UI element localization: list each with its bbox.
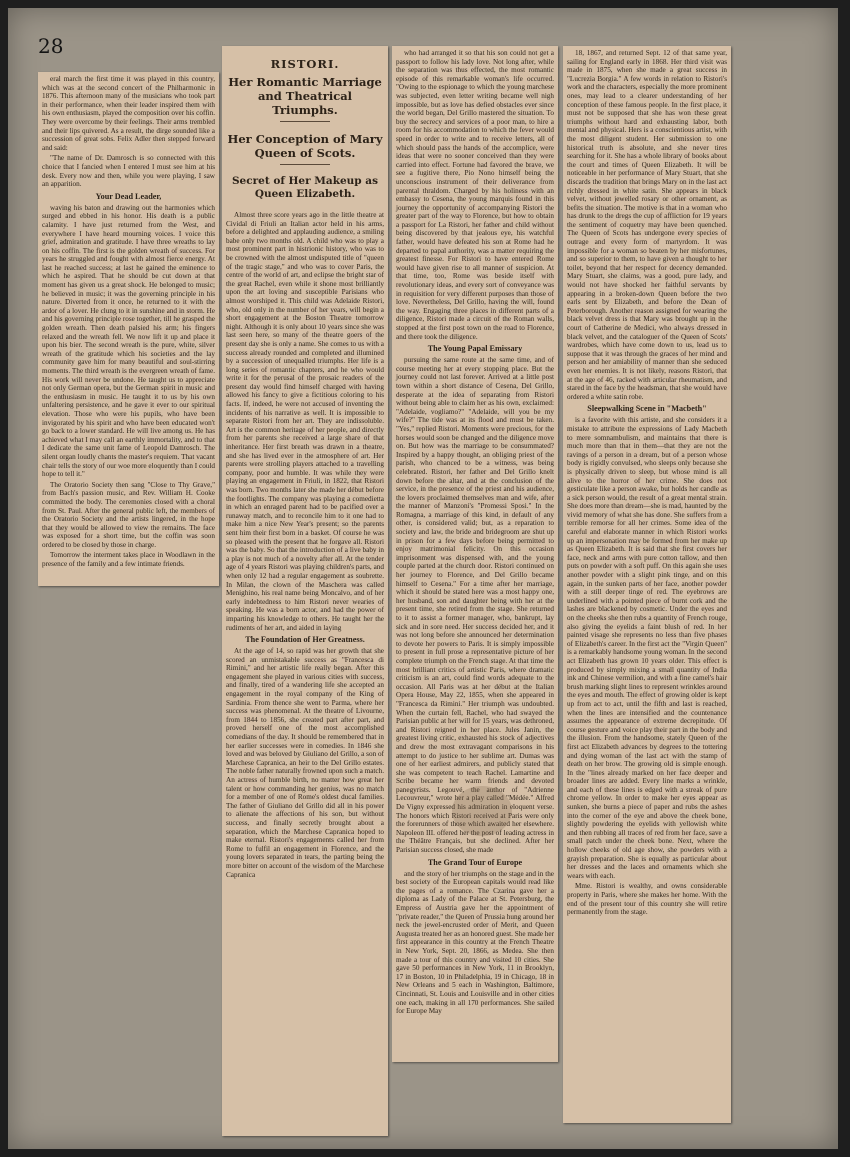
article-subhead: Sleepwalking Scene in "Macbeth" (587, 404, 707, 414)
article-paragraph: Almost three score years ago in the little theatre at Cividal di Friuli an Italian actor held in his arms, before a delighted and applauding audience, a smiling babe only two months old. A child who was to play a most prominent part in histrionic history, who was to be crowned with the almost undisputed title of "queen of the tragic stage," and who was to cover Paris, the centre of the world of art, and eclipse the bright star of the great Rachel, even while it shone most brilliantly upon the art loving and susceptible Parisians who almost worshiped it. This child was Adelaide Ristori, who, old only in the number of her years, will begin a short engagement at the Boston Theatre tomorrow night. Although it is only about 10 years since she was last seen here, so many of the theatre goers of the present day she is only a name. She comes to us with a success already rounded and completed and illumined by a succession of unequalled triumphs. Her life is a long series of romantic chapters, and he who would write it for the perusal of the prosaic readers of the present day would find himself charged with having allowed his fancy to give a fictitious coloring to his facts. If, indeed, he were not accused of inventing the incidents of his narrative as well. It is impossible to separate Ristori from her art. They are indissoluble. Art is the common heritage of her people, and directly from her parents she received a large share of that inheritance. Her first breath was drawn in a theatre, and she has lived ever in the atmosphere of art. Her parents were strolling players attached to a travelling company, poor and humble. It was while they were playing an engagement in Friuli, in 1822, that Ristori was born. Two months later she made her début before the footlights. The company was playing a comedietta in which an enraged parent had to be pacified over a runaway match, and to reconcile him to it one had to make him a nice New Year's present; so the parents sent him their first born in a basket. Of course he was so pleased with the present that he forgave all. Ristori was the baby. So that the introduction of a live baby in a play is not much of a novelty after all. At the tender age of 4 years Ristori was playing children's parts, and when only 12 had a regular engagement as soubrette. In Milan, the clown of the Maschera was called Menighino, his real name being Moncalvo, and of her early indebtedness to him Ristori never wearies of speaking. He was a born actor, and had the power of imparting his knowledge to others. He taught her the rudiments of her art, and aided in laying (226, 211, 384, 632)
headline-deck: Secret of Her Makeup as Queen Elizabeth. (231, 175, 379, 200)
article-paragraph: waving his baton and drawing out the harmonies which surged and ebbed in his honor. His death is a public calamity. I have just returned from the West, and everywhere I have heard mourning voices. I voice this grief, admiration and gratitude. I have three wreaths to lay on his coffin. The first is the golden wreath of success. For years he struggled and fought with almost fierce energy. At last he reached success; at last he gained the eminence to which he aspired. That he should be cut down at that moment has given us a great shock. He belonged to music; he believed in music; it was the governing principle in his nature. Diverted from it once, he returned to it with the ardor of a lover. He clung to it in sunshine and in storm. He and his governing principle rose together, till he grasped the golden wreath. Then death palsied his arm; his fingers relaxed and the wreath fell. We now lift it up and place it upon his bier. The second wreath is the pure, white, silver wreath of the gratitude which his societies and the lay community gave him for many beautiful and soul-stirring moments. The third wreath is the evergreen wreath of fame. His work will never be undone. He taught us to appreciate not only German opera, but the German spirit in music and the enthusiasm in music. He taught it to us by his own unfaltering persistence, and he gave it ever to our spiritual elevation. Those who were his pupils, who have been invigorated by his spirit and who have been educated won't go back to a lower standard. He will live among us. He has achieved what I may call an earthly immortality, and to that I dedicate the same unit fame of Leopold Damrosch. The silent organ loudly chants the master's requiem. That vacant chair tells the story of our woe more eloquently than I could hope to tell it." (42, 203, 215, 479)
article-paragraph: pursuing the same route at the same time, and of course meeting her at every stopping place. But the journey could not last forever. Arrived at a little post town within a short distance of Cesena, Del Grillo, desperate at the idea of separating from Ristori without being able to claim her as his own, exclaimed: "Adelaide, vogliamo?" "Adelaide, will you be my wife?" The tide was at its flood and must be taken. "Yes," replied Ristori. Moments were precious, for the horses would soon be changed and the diligence move on. But how was the marriage to be consummated? Inspired by a happy thought, an obliging priest of the parish, who chanced to be a witness, was being celebrated. Ristori, her father and Del Grillo knelt down before the altar, and at the conclusion of the service, in the presence of the priest and his audience, the lovers proclaimed themselves man and wife, after the manner of Manzoni's "Promessi Sposi." In the Romagna, a marriage of this kind, in default of any other, is considered valid; but, as a reparation to society and law, the bride and bridegroom are shut up in prison for a few days before being permitted to enjoy matrimonial felicity. On this occasion imprisonment was dispensed with, and the young couple parted at the church door. Ristori continued on her journey to Florence, and Del Grillo became himself to Cesena." For a time after her marriage, which it should be stated here was a most happy one, her husband, son and daughter being with her at the present time, she retired from the stage. She returned to it to assist a former manager, who, bankrupt, lay sick and in sore need. Her success decided her, and it was not long before she announced her determination to devote her powers to Paris. It is simply impossible to present in full prose a representative picture of her complete triumph on the French stage. At that time the most brilliant critics of artistic Paris, where dramatic criticism is an art, could find words adequate to the occasion. All Paris was at her début at the Italian Opera House, May 22, 1855, when she appeared in "Francesca da Rimini." Her triumph was undoubted. When the curtain fell, Rachel, who had swayed the Parisian public at her will for 15 years, was dethroned, and Ristori reigned in her place. Jules Janin, the greatest living critic, exhausted his stock of adjectives and drew the most extravagant comparisons in his attempt to do justice to her sublime art. Dumas was one of her earliest admirers, and publicly stated that she was competent to teach Rachel. Lamartine and Scribe became her warm friends and devoted panegyrists. Legouvé, the author of "Adrienne Lecouvreur," wrote her a play called "Médée." Alfred De Vigny expressed his admiration in eloquent verse. The honors which Ristori received at Paris were only the forerunners of those which awaited her elsewhere. Napoleon III. offered her the post of leading actress in the Théâtre Français, but she declined. After her Parisian success closed, she made (396, 356, 554, 855)
clipping-ristori-col1 (222, 46, 388, 1136)
divider (280, 164, 330, 165)
divider (280, 121, 330, 122)
article-subhead: The Foundation of Her Greatness. (245, 635, 365, 645)
paper-stain (452, 786, 512, 836)
clipping-ristori-col3 (563, 46, 731, 1123)
article-paragraph: "The name of Dr. Damrosch is so connected with this choice that I fancied when I entered I must see him at his desk. Every now and then, while you were playing, I saw an apparition. (42, 154, 215, 189)
scrapbook-page (8, 8, 838, 1149)
article-paragraph: Tomorrow the interment takes place in Woodlawn in the presence of the family and a few intimate friends. (42, 551, 215, 569)
article-paragraph: and the story of her triumphs on the stage and in the best society of the European capitals would read like the pages of a romance. The Czarina gave her a diploma as Lady of the Palace at St. Petersburg, the Empress of Austria gave her the appointment of "private reader," the Queen of Prussia hung around her neck the jewel-encrusted order of Merit, and Queen Augusta treated her as an honored guest. She made her first appearance in this country at the French Theatre in New York, Sept. 20, 1866, as Medea. She then made a tour of this country and visited 10 cities. She gave 50 performances in New York, 11 in Brooklyn, 17 in Boston, 10 in Philadelphia, 19 in Chicago, 18 in New Orleans and 5 each in Washington, Baltimore, Cincinnati, St. Louis and Louisville and in other cities one each, making in all 170 performances. She sailed for Europe May (396, 869, 554, 1016)
article-subhead: The Grand Tour of Europe (427, 857, 523, 867)
page-number: 28 (38, 34, 64, 58)
article-paragraph: is a favorite with this artiste, and she considers it a mistake to attribute the expressions of Lady Macbeth to mere somnambulism, and maintains that there is much more than that in them—that they are not the ravings of a person in a dream, but of a person whose body is rigidly convulsed, who sleeps only because she is physically driven to sleep, but whose mind is all alive to the horror of her crime. She does not gesticulate like a person awake, but holds her candle as a sick person would, the result of a great mental strain. She does more than dream—she is mad, haunted by the vivid memory of what she has done. She suffers from a terrible remorse for all her crimes. Some idea of the careful and elaborate manner in which Ristori works up an impersonation may be formed from her make up as Queen Elizabeth. It is said that she first covers her face, neck and arms with pure cotton tallow, and then puts on powder with a soft puff. On this again she uses another powder with a slight pink tinge, and on this again, in the sunken parts of her face, another powder with a still deeper tinge of red. The eyebrows are underlined with a pointed piece of burnt cork and the lashes are blackened by cosmetic. Under the eyes and on the cheeks she then rubs a quantity of French rouge, also giving the eyelids a faint blush of red. In her painted visage she represents no less than five phases of Elizabeth's career. In the first act the "Virgin Queen" is a remarkably handsome young woman. In the second act Elizabeth has grown 10 years older. This effect is produced by simply mixing a small quantity of India ink and Chinese vermilion, and with a fine camel's hair brush marking slight lines to represent wrinkles around the eyes and mouth. The effect of growing older is kept up from act to act, until the fifth and last is reached, when the lines are intensified and the countenance assumes the appearance of extreme decrepitude. Of course gesture and voice play their part in the body and the illusion. From the handsome, stately Queen of the first act Elizabeth advances by degrees to the tottering and dying woman of the last act with the stamp of death on her brow. The growing old is simple enough. In the "lines already marked on her face deeper and broader lines are added. Every line marks a wrinkle, and each of these lines is edged with a streak of pure chrome yellow. In order to make her eyes appear as sunken, she burns a piece of paper and rubs the ashes into the corner of the eye and above the cheek bone, slightly powdering the eyelids with yellowish white and then rubbing all traces of red from her face, save a small patch under the cheek bone. Next, where the hollow cheeks of old age show, she powders with a grayish preparation. She is equally as particular about her dresses and the laces and ornaments which she wears with each. (567, 416, 727, 880)
article-paragraph: who had arranged it so that his son could not get a passport to follow his lady love. Not long after, while the separation was thus effected, the most romantic episode of this remarkable woman's life occurred. "Owing to the espionage to which the young marchese was subjected, even letter writing became well nigh impossible, but as love has defied obstacles ever since the world began, Del Grillo mastered the situation. To buy the secrecy and services of a poor man, to hire a room for his accommodation to which the fever would speed in order to write and to receive letters, all of which should pass the hands of the accomplice, were ideas that were no sooner conceived than they were carried into effect. Fortune had favored the brave, we see a fugitive there, Pio Nono himself being the unconscious instrument of their deliverance from parental thraldom. Charged by his holiness with an embassy to Cesena, the young marquis found in this journey the opportunity of accompanying Ristori the greater part of the way to Florence, but how to obtain a passport for La Ristori, her father and child without being discovered by that jealous eye, his watchful father, would have defeated his son at Rome had he departed to papal authority, was a matter requiring the greatest finesse. For Ristori to have entered Rome would have given rise to all manner of suspicion. At that time, too, Rome was beside itself with revolutionary ideas, and every sort of conveyance was in requisition for very different purposes than those of love. Nevertheless, Del Grillo, having the will, found the way. Engaging three places in different parts of a diligence, Ristori made a circuit of the Roman walls, stopped at the first post town on the road to Florence, and there took the diligence. (396, 49, 554, 341)
article-subhead: The Young Papal Emissary (427, 344, 523, 354)
article-title: RISTORI. (270, 57, 340, 71)
clipping-damrosch-funeral (38, 72, 219, 586)
article-paragraph: Mme. Ristori is wealthy, and owns considerable property in Paris, where she makes her home. With the end of the present tour of this country she will retire permanently from the stage. (567, 882, 727, 917)
article-paragraph: At the age of 14, so rapid was her growth that she scored an unmistakable success as "Francesca di Rimini," and her artistic life really began. After this engagement she played in various cities with success, and finally, tired of a wandering life she accepted an engagement in the royal company of the King of Sardinia. From thence she went to Parma, where her success was phenomenal. At the theatre of Livourne, from 1844 to 1856, she created part after part, and proved herself one of the most accomplished comedians of the day. It should be remembered that in her earlier successes were in comedies. In 1846 she loved and was beloved by Giuliano del Grillo, a son of Marchese Capranica, an heir to the Del Grillo estates. The noble father naturally frowned upon such a match. An actress of humble birth, no matter how great her talent or how commanding her genius, was no match for a member of one of Rome's oldest ducal families. The father of Giuliano del Grillo did all in his power to alienate the affections of his son, but without success, and finally secretly brought about a separation, which the Marchese Capranica hoped to make eternal. Ristori's engagements called her from Rome to fulfil an engagement in Florence, and the young lovers separated in tears, the parting being the more bitter on account of the wisdom of the Marchese Capranica (226, 647, 384, 879)
clipping-ristori-col2 (392, 46, 558, 1062)
headline-deck: Her Conception of Mary Queen of Scots. (227, 132, 383, 160)
headline-deck: Her Romantic Marriage and Theatrical Triumphs. (228, 75, 382, 117)
article-paragraph: eral march the first time it was played in this country, which was at the second concert of the Philharmonic in 1876. This afternoon many of the musicians who took part in their performance, when their leader inspired them with his own enthusiasm, played the composition over his coffin. They were overcome by their feelings. Their arms trembled and their lips quivered. As a result, the dirge sounded like a succession of great sobs. Felix Adler then stepped forward and said: (42, 75, 215, 152)
article-paragraph: 18, 1867, and returned Sept. 12 of that same year, sailing for England early in 1868. Her third visit was made in 1875, when she made a great success in "Lucrezia Borgia." A few words in relation to Ristori's work and the characters, especially the more prominent ones, may lead to a clearer understanding of her conception of these famous people. In the first place, it must not be supposed that she has won these great triumphs without hard and exhausting labor, both mental and physical. Hers is a conscientious artist, with the most diligent student. Her submission to one historical truth is absolute, and she never tires searching for it. She has a whole library of books about the court and times of Queen Elizabeth. It will be noticeable in her performance of Mary Stuart, that she discards the tradition that brings Mary on in the last act richly dressed in white satin. She appears in black velvet, without jewelled rosary or other ornament, as befits the situation. The motive is that in a woman who has drunk to the dregs the cup of affliction for 19 years the sentiment of coquetry may have been quenched. The Queen of Scots has undergone every species of outrage and every form of martyrdom. It was impossible for a woman so beaten by her misfortunes, and so superior to them, to have given a thought to her toilet, beyond that her respect for decency demanded. Mary Stuart, she claims, was a good, pure lady, and would not have shocked her faithful servants by appearing in a broken-down Queen before the two earls sent by Elizabeth, and before the Dean of Peterborough. Another reason assigned for wearing the black velvet dress is that Mary was brought up in the court of Catherine de Medici, who always dressed in black velvet, and the cataloguer of the Queen of Scots' wardrobes, which have come down to us, lead us to suppose that it was through the graces of her mind and person and her amiability of manner than she seduced even her enemies. It is not likely, reasons Ristori, that at the age of 46, racked with articular rheumatism, and stared in the face by the headsman, that she would have ordered a white satin robe. (567, 49, 727, 401)
article-paragraph: The Oratorio Society then sang "Close to Thy Grave," from Bach's passion music, and Rev. William H. Cooke committed the body. The ceremonies closed with a choral from St. Paul. After the general public left, the members of the Oratorio Society and the artists lingered, in the hope that they would be allowed to view the remains. The face was exposed for a short time, but the coffin was soon ordered to be closed by those in charge. (42, 480, 215, 549)
article-subhead: Your Dead Leader, (95, 191, 162, 201)
